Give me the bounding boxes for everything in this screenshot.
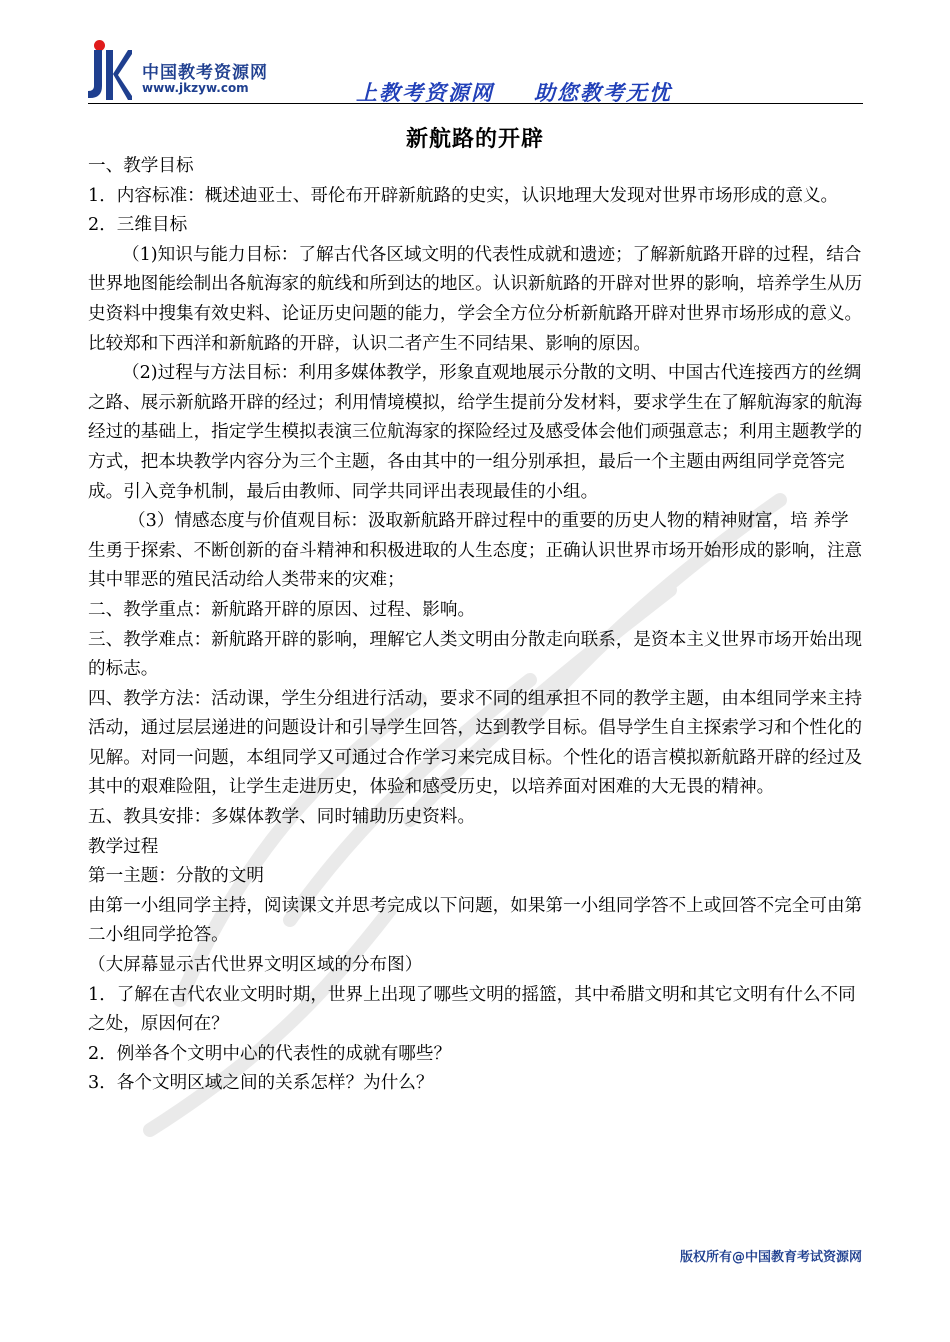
page-header xyxy=(0,0,950,110)
paragraph: 三、教学难点：新航路开辟的影响，理解它人类文明由分散走向联系，是资本主义世界市场开始出现的标志。 xyxy=(88,629,863,680)
logo-url[interactable]: www.jkzyw.com xyxy=(142,81,249,95)
header-divider xyxy=(88,103,863,104)
paragraph: （大屏幕显示古代世界文明区域的分布图） xyxy=(88,955,423,976)
paragraph: （2)过程与方法目标：利用多媒体教学，形象直观地展示分散的文明、中国古代连接西方的丝绸之路、展示新航路开辟的经过；利用情境模拟，给学生提前分发材料，要求学生在了解航海家的航海经过的基础上，指定学生模拟表演三位航海家的探险经过及感受体会他们顽强意志；利用主题教学的方式，把本块教学内容分为三个主题，各由其中的一组分别承担，最后一个主题由两组同学竞答完成。引入竞争机制，最后由教师、同学共同评出表现最佳的小组。 xyxy=(88,363,863,502)
paragraph: 二、教学重点：新航路开辟的原因、过程、影响。 xyxy=(88,599,476,620)
paragraph: （1)知识与能力目标：了解古代各区域文明的代表性成就和遗迹；了解新航路开辟的过程，结合世界地图能绘制出各航海家的航线和所到达的地区。认识新航路的开辟对世界的影响，培养学生从历史资料中搜集有效史料、论证历史问题的能力，学会全方位分析新航路开辟对世界市场形成的意义。比较郑和下西洋和新航路的开辟，认识二者产生不同结果、影响的原因。 xyxy=(88,244,863,354)
paragraph: 五、教具安排：多媒体教学、同时辅助历史资料。 xyxy=(88,807,476,828)
copyright-footer: 版权所有@中国教育考试资源网 xyxy=(679,1250,862,1265)
document-body xyxy=(88,152,865,1099)
question-item: 2．例举各个文明中心的代表性的成就有哪些？ xyxy=(88,1043,452,1064)
slogan-left: 上教考资源网 xyxy=(356,81,494,105)
paragraph: 1．内容标准：概述迪亚士、哥伦布开辟新航路的史实，认识地理大发现对世界市场形成的意义。 xyxy=(88,185,839,206)
paragraph: （3）情感态度与价值观目标：汲取新航路开辟过程中的重要的历史人物的精神财富，培 养学生勇于探索、不断创新的奋斗精神和积极进取的人生态度；正确认识世界市场开始形成的影响，注意其中罪恶的殖民活动给人类带来的灾难； xyxy=(88,511,863,591)
paragraph: 由第一小组同学主持，阅读课文并思考完成以下问题，如果第一小组同学答不上或回答不完全可由第二小组同学抢答。 xyxy=(88,895,863,946)
section-heading: 一、教学目标 xyxy=(88,156,194,176)
logo-name: 中国教考资源网 xyxy=(142,63,268,83)
question-item: 3．各个文明区域之间的关系怎样？为什么？ xyxy=(88,1073,434,1094)
question-item: 1．了解在古代农业文明时期，世界上出现了哪些文明的摇篮，其中希腊文明和其它文明有什么不同之处，原因何在？ xyxy=(88,984,856,1035)
page-title: 新航路的开辟 xyxy=(405,126,544,152)
section-heading: 2．三维目标 xyxy=(88,215,188,236)
section-heading: 第一主题：分散的文明 xyxy=(88,866,264,887)
slogan-right: 助您教考无忧 xyxy=(534,81,672,105)
jk-logo-icon xyxy=(88,50,132,100)
section-heading: 教学过程 xyxy=(88,836,159,857)
paragraph: 四、教学方法：活动课，学生分组进行活动，要求不同的组承担不同的教学主题，由本组同学来主持活动，通过层层递进的问题设计和引导学生回答，达到教学目标。倡导学生自主探索学习和个性化的见解。对同一问题，本组同学又可通过合作学习来完成目标。个性化的语言模拟新航路开辟的经过及其中的艰难险阻，让学生走进历史，体验和感受历史，以培养面对困难的大无畏的精神。 xyxy=(88,688,863,798)
